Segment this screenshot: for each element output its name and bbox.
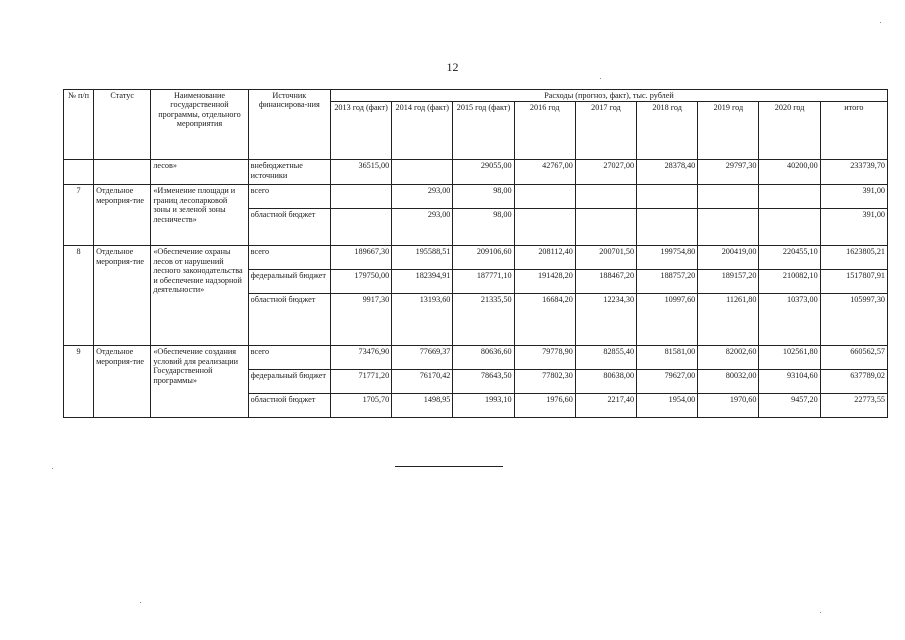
row-source: областной бюджет — [248, 294, 330, 346]
cell-value — [330, 209, 391, 246]
cell-value — [330, 185, 391, 209]
cell-value: 77802,30 — [514, 370, 575, 394]
cell-value: 28378,40 — [637, 160, 698, 185]
cell-value: 80638,00 — [575, 370, 636, 394]
scan-speck — [820, 612, 821, 613]
header-year: 2016 год — [514, 102, 575, 160]
cell-value: 210082,10 — [759, 270, 820, 294]
cell-value: 391,00 — [820, 185, 887, 209]
cell-value: 93104,60 — [759, 370, 820, 394]
cell-value: 79778,90 — [514, 346, 575, 370]
cell-value — [759, 209, 820, 246]
cell-value — [637, 209, 698, 246]
cell-value: 660562,57 — [820, 346, 887, 370]
row-name: «Изменение площади и границ лесопарковой зоны и зеленой зоны лесничеств» — [151, 185, 248, 246]
cell-value: 195588,51 — [392, 246, 453, 270]
cell-value: 29055,00 — [453, 160, 514, 185]
budget-table — [63, 89, 888, 418]
cell-value — [575, 209, 636, 246]
row-name: лесов» — [151, 160, 248, 185]
cell-value: 98,00 — [453, 209, 514, 246]
header-total: итого — [820, 102, 887, 160]
row-source: всего — [248, 246, 330, 270]
cell-value: 1498,95 — [392, 394, 453, 418]
cell-value: 10997,60 — [637, 294, 698, 346]
row-num: 9 — [64, 346, 94, 418]
cell-value: 293,00 — [392, 209, 453, 246]
row-num: 7 — [64, 185, 94, 246]
cell-value: 82855,40 — [575, 346, 636, 370]
row-name: «Обеспечение охраны лесов от нарушений лесного законодательства и обеспечение надзорной деятельности» — [151, 246, 248, 346]
cell-value: 200419,00 — [698, 246, 759, 270]
page-number: 12 — [446, 60, 459, 74]
header-source: Источник финансирова-ния — [248, 90, 330, 160]
scan-speck — [600, 78, 601, 79]
cell-value — [392, 160, 453, 185]
table-row — [64, 160, 888, 185]
cell-value — [514, 209, 575, 246]
header-status: Статус — [94, 90, 151, 160]
cell-value: 11261,80 — [698, 294, 759, 346]
cell-value: 36515,00 — [330, 160, 391, 185]
cell-value: 188757,20 — [637, 270, 698, 294]
cell-value: 200701,50 — [575, 246, 636, 270]
cell-value: 13193,60 — [392, 294, 453, 346]
cell-value: 189667,30 — [330, 246, 391, 270]
cell-value: 208112,40 — [514, 246, 575, 270]
cell-value: 10373,00 — [759, 294, 820, 346]
header-year: 2013 год (факт) — [330, 102, 391, 160]
cell-value: 81581,00 — [637, 346, 698, 370]
header-row-1 — [64, 90, 888, 102]
header-year: 2018 год — [637, 102, 698, 160]
row-source: федеральный бюджет — [248, 370, 330, 394]
cell-value — [759, 185, 820, 209]
cell-value: 73476,90 — [330, 346, 391, 370]
cell-value: 1705,70 — [330, 394, 391, 418]
header-name: Наименование государственной программы, отдельного мероприятия — [151, 90, 248, 160]
cell-value: 191428,20 — [514, 270, 575, 294]
cell-value: 79627,00 — [637, 370, 698, 394]
cell-value: 42767,00 — [514, 160, 575, 185]
cell-value: 71771,20 — [330, 370, 391, 394]
row-source: областной бюджет — [248, 209, 330, 246]
header-year: 2015 год (факт) — [453, 102, 514, 160]
cell-value: 9917,30 — [330, 294, 391, 346]
cell-value: 2217,40 — [575, 394, 636, 418]
cell-value — [698, 185, 759, 209]
cell-value: 188467,20 — [575, 270, 636, 294]
cell-value: 80636,60 — [453, 346, 514, 370]
row-source: федеральный бюджет — [248, 270, 330, 294]
cell-value: 179750,00 — [330, 270, 391, 294]
row-source: внебюджетные источники — [248, 160, 330, 185]
row-name: «Обеспечение создания условий для реализации Государственной программы» — [151, 346, 248, 418]
cell-value: 29797,30 — [698, 160, 759, 185]
scan-speck — [140, 602, 141, 603]
cell-value: 77669,37 — [392, 346, 453, 370]
cell-value: 80032,00 — [698, 370, 759, 394]
cell-value — [514, 185, 575, 209]
row-source: областной бюджет — [248, 394, 330, 418]
table-row — [64, 346, 888, 370]
cell-value — [575, 185, 636, 209]
cell-value: 78643,50 — [453, 370, 514, 394]
scan-speck — [52, 468, 53, 469]
cell-value: 12234,30 — [575, 294, 636, 346]
header-year: 2020 год — [759, 102, 820, 160]
cell-value: 233739,70 — [820, 160, 887, 185]
cell-value: 40200,00 — [759, 160, 820, 185]
cell-value: 637789,02 — [820, 370, 887, 394]
cell-value: 16684,20 — [514, 294, 575, 346]
table-row — [64, 246, 888, 270]
row-num: 8 — [64, 246, 94, 346]
row-source: всего — [248, 346, 330, 370]
header-year: 2014 год (факт) — [392, 102, 453, 160]
cell-value: 1623805,21 — [820, 246, 887, 270]
cell-value: 189157,20 — [698, 270, 759, 294]
cell-value: 76170,42 — [392, 370, 453, 394]
cell-value — [698, 209, 759, 246]
row-status — [94, 160, 151, 185]
cell-value: 199754,80 — [637, 246, 698, 270]
cell-value: 102561,80 — [759, 346, 820, 370]
cell-value: 9457,20 — [759, 394, 820, 418]
cell-value: 27027,00 — [575, 160, 636, 185]
cell-value: 21335,50 — [453, 294, 514, 346]
row-source: всего — [248, 185, 330, 209]
cell-value — [637, 185, 698, 209]
cell-value: 22773,55 — [820, 394, 887, 418]
cell-value: 182394,91 — [392, 270, 453, 294]
cell-value: 1954,00 — [637, 394, 698, 418]
cell-value: 105997,30 — [820, 294, 887, 346]
row-num — [64, 160, 94, 185]
row-status: Отдельное мероприя-тие — [94, 346, 151, 418]
cell-value: 209106,60 — [453, 246, 514, 270]
cell-value: 1517807,91 — [820, 270, 887, 294]
cell-value: 98,00 — [453, 185, 514, 209]
table-row — [64, 185, 888, 209]
header-year: 2017 год — [575, 102, 636, 160]
header-expenses: Расходы (прогноз, факт), тыс. рублей — [330, 90, 887, 102]
row-status: Отдельное мероприя-тие — [94, 246, 151, 346]
cell-value: 220455,10 — [759, 246, 820, 270]
header-year: 2019 год — [698, 102, 759, 160]
cell-value: 1976,60 — [514, 394, 575, 418]
header-num: № п/п — [64, 90, 94, 160]
cell-value: 1993,10 — [453, 394, 514, 418]
cell-value: 82002,60 — [698, 346, 759, 370]
footer-rule — [395, 466, 503, 467]
cell-value: 391,00 — [820, 209, 887, 246]
cell-value: 293,00 — [392, 185, 453, 209]
cell-value: 187771,10 — [453, 270, 514, 294]
row-status: Отдельное мероприя-тие — [94, 185, 151, 246]
scan-speck — [880, 22, 881, 23]
cell-value: 1970,60 — [698, 394, 759, 418]
